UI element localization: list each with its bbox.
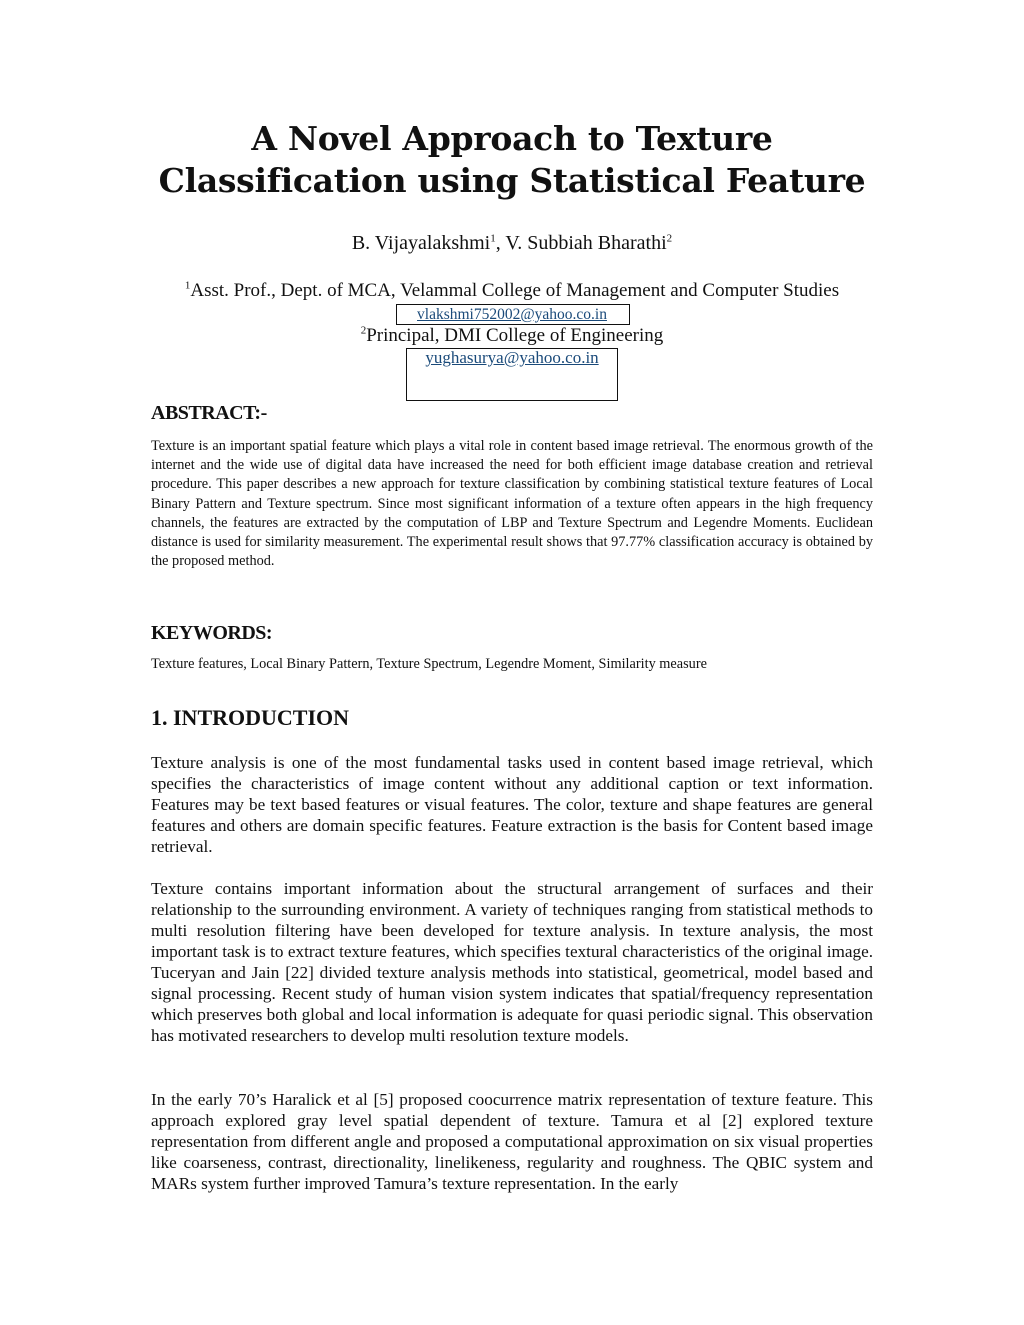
abstract-body: Texture is an important spatial feature which plays a vital role in content based image retrieval. The enormous growth of the internet and the wide use of digital data have increased the need for both efficient image database creation and retrieval procedure. This paper describes a new approach for texture classification by combining statistical texture features of Local Binary Pattern and Texture spectrum. Since most significant information of a texture often appears in the high frequency channels, the features are extracted by the computation of LBP and Texture Spectrum and Legendre Moments. Euclidean distance is used for similarity measurement. The experimental result shows that 97.77% classification accuracy is obtained by the proposed method. (151, 438, 873, 570)
author-2-name: V. Subbiah Bharathi (505, 232, 667, 254)
intro-paragraph-3: In the early 70’s Haralick et al [5] proposed coocurrence matrix representation of texture feature. This approach explored gray level spatial dependent of texture. Tamura et al [2] explored texture representation from different angle and proposed a computational approximation on six visual properties like coarseness, contrast, directionality, linelikeness, regularity and roughness. The QBIC system and MARs system further improved Tamura’s texture representation. In the early (151, 1090, 873, 1193)
author-line (151, 232, 873, 255)
affiliation-2-text: Principal, DMI College of Engineering (366, 325, 664, 346)
author-1-name: B. Vijayalakshmi (351, 232, 491, 254)
email-1-line (151, 306, 873, 324)
keywords-heading: KEYWORDS: (151, 622, 273, 644)
email-1-link[interactable]: vlakshmi752002@yahoo.co.in (417, 306, 607, 323)
author-separator: , (495, 232, 506, 254)
author-1-sup: 1 (490, 232, 496, 245)
affiliation-2 (151, 325, 873, 347)
keywords-body: Texture features, Local Binary Pattern, Texture Spectrum, Legendre Moment, Similarity measure (151, 656, 707, 672)
email-2-link[interactable]: yughasurya@yahoo.co.in (425, 348, 599, 367)
affiliation-1 (151, 280, 873, 302)
intro-paragraph-2: Texture contains important information about the structural arrangement of surfaces and their relationship to the surrounding environment. A variety of techniques ranging from statistical methods to multi resolution filtering have been developed for texture analysis. In texture analysis, the most important task is to extract texture features, which specifies textural characteristics of the original image. Tuceryan and Jain [22] divided texture analysis methods into statistical, geometrical, model based and signal processing. Recent study of human vision system indicates that spatial/frequency representation which preserves both global and local information is adequate for quasi periodic signal. This observation has motivated researchers to develop multi resolution texture models. (151, 879, 873, 1045)
affiliation-1-sup: 1 (184, 279, 191, 292)
affiliation-1-text: Asst. Prof., Dept. of MCA, Velammal College of Management and Computer Studies (190, 280, 840, 301)
introduction-heading: 1. INTRODUCTION (151, 705, 350, 730)
abstract-heading: ABSTRACT:- (151, 402, 267, 424)
paper-title: A Novel Approach to Texture Classification using Statistical Feature (158, 119, 866, 200)
email-2-line (151, 348, 873, 368)
affiliation-2-sup: 2 (360, 324, 367, 337)
intro-paragraph-1: Texture analysis is one of the most fundamental tasks used in content based image retrieval, which specifies the characteristics of image content without any additional caption or text information. Features may be text based features or visual features. The color, texture and shape features are general features and others are domain specific features. Feature extraction is the basis for Content based image retrieval. (151, 753, 873, 856)
author-2-sup: 2 (666, 232, 673, 245)
